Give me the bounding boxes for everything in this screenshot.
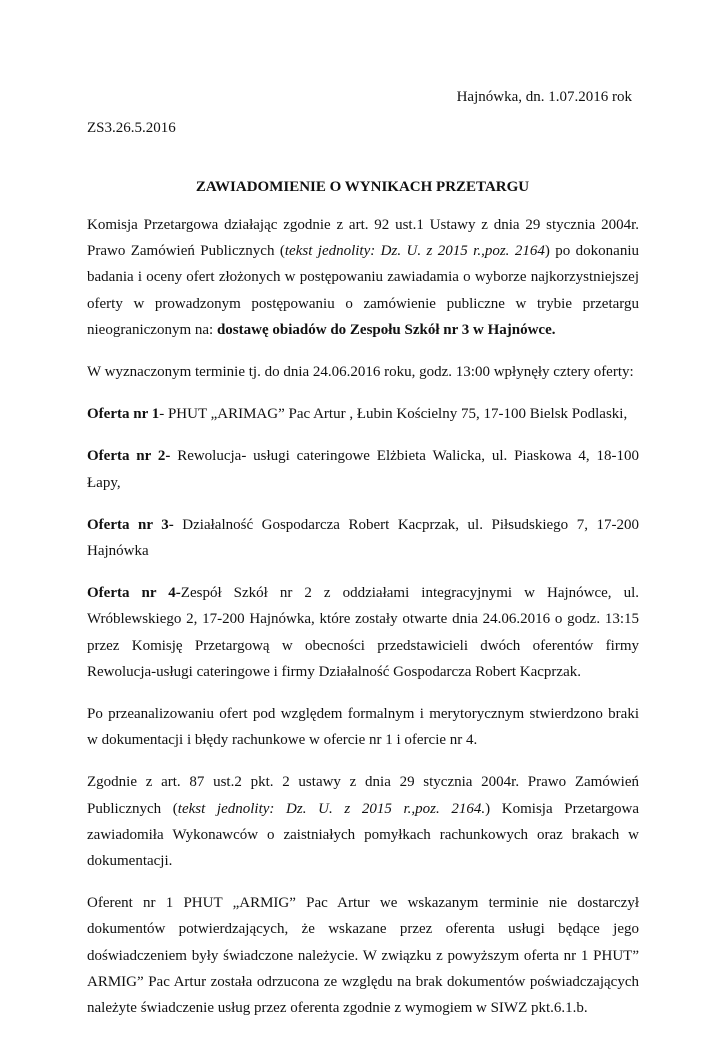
offer-item-1 [87,401,639,427]
offer-label: Oferta nr 4- [87,585,181,602]
paragraph-deadline: W wyznaczonym terminie tj. do dnia 24.06.2016 roku, godz. 13:00 wpłynęły cztery oferty: [87,364,634,381]
paragraph-intro [87,212,639,343]
offer-text: Rewolucja- usługi cateringowe Elżbieta Walicka, ul. Piaskowa 4, 18-100 Łapy, [87,448,639,491]
intro-text-a: Komisja Przetargowa działając zgodnie z art. 92 ust.1 Ustawy z dnia 29 stycznia 2004r. Prawo Zamówień Publicznych ( [87,217,639,260]
intro-legal-ref: tekst jednolity: Dz. U. z 2015 r.,poz. 2164 [284,243,545,260]
offer-text: Działalność Gospodarcza Robert Kacprzak, ul. Piłsudskiego 7, 17-200 Hajnówka [87,516,639,560]
offer-item-4 [87,580,639,685]
notification-text-b: ) Komisja Przetargowa zawiadomiła Wykonawców o zaistniałych pomyłkach rachunkowych oraz brakach w dokumentacji. [87,800,639,870]
notification-legal-ref: tekst jednolity: Dz. U. z 2015 r.,poz. 2164. [177,800,486,817]
offer-label: Oferta nr 3- [87,516,174,533]
place-date: Hajnówka, dn. 1.07.2016 rok [456,89,632,105]
paragraph-rejection: Oferent nr 1 PHUT „ARMIG” Pac Artur we wskazanym terminie nie dostarczył dokumentów potwierdzających, że wskazane przez oferenta usługi będące jego doświadczeniem były świadczone należycie. W związku z powyższym oferta nr 1 PHUT” ARMIG” Pac Artur została odrzucona ze względu na brak dokumentów poświadczających należyte świadczenie usług przez oferenta zgodnie z wymogiem w SIWZ pkt.6.1.b. [87,895,639,1017]
offer-item-3 [87,512,639,564]
document-body [87,212,639,1037]
offer-label: Oferta nr 1 [87,406,160,423]
offer-text: Zespół Szkół nr 2 z oddziałami integracyjnymi w Hajnówce, ul. Wróblewskiego 2, 17-200 Hajnówka, które zostały otwarte dnia 24.06.2016 o godz. 13:15 przez Komisję Przetargową w obecności przedstawicieli dwóch oferentów firmy Rewolucja-usługi cateringowe i firmy Działalność Gospodarcza Robert Kacprzak. [87,585,640,680]
offer-label: Oferta nr 2- [87,448,171,465]
document-title: ZAWIADOMIENIE O WYNIKACH PRZETARGU [195,179,530,195]
offer-text: - PHUT „ARIMAG” Pac Artur , Łubin Kościelny 75, 17-100 Bielsk Podlaski, [159,406,628,423]
paragraph-notification [87,769,639,874]
intro-text-b: ) po dokonaniu badania i oceny ofert złożonych w postępowaniu zawiadamia o wyborze najkorzystniejszej oferty w prowadzonym postępowaniu o zamówienie publiczne w trybie przetargu nieograniczonym na: [87,243,639,338]
notification-text-a: Zgodnie z art. 87 ust.2 pkt. 2 ustawy z dnia 29 stycznia 2004r. Prawo Zamówień Publicznych ( [87,774,639,817]
paragraph-analysis: Po przeanalizowaniu ofert pod względem formalnym i merytorycznym stwierdzono braki w dokumentacji i błędy rachunkowe w ofercie nr 1 i ofercie nr 4. [87,706,639,749]
reference-number: ZS3.26.5.2016 [87,120,176,136]
offer-item-2 [87,443,639,495]
intro-subject: dostawę obiadów do Zespołu Szkół nr 3 w Hajnówce. [216,321,556,338]
